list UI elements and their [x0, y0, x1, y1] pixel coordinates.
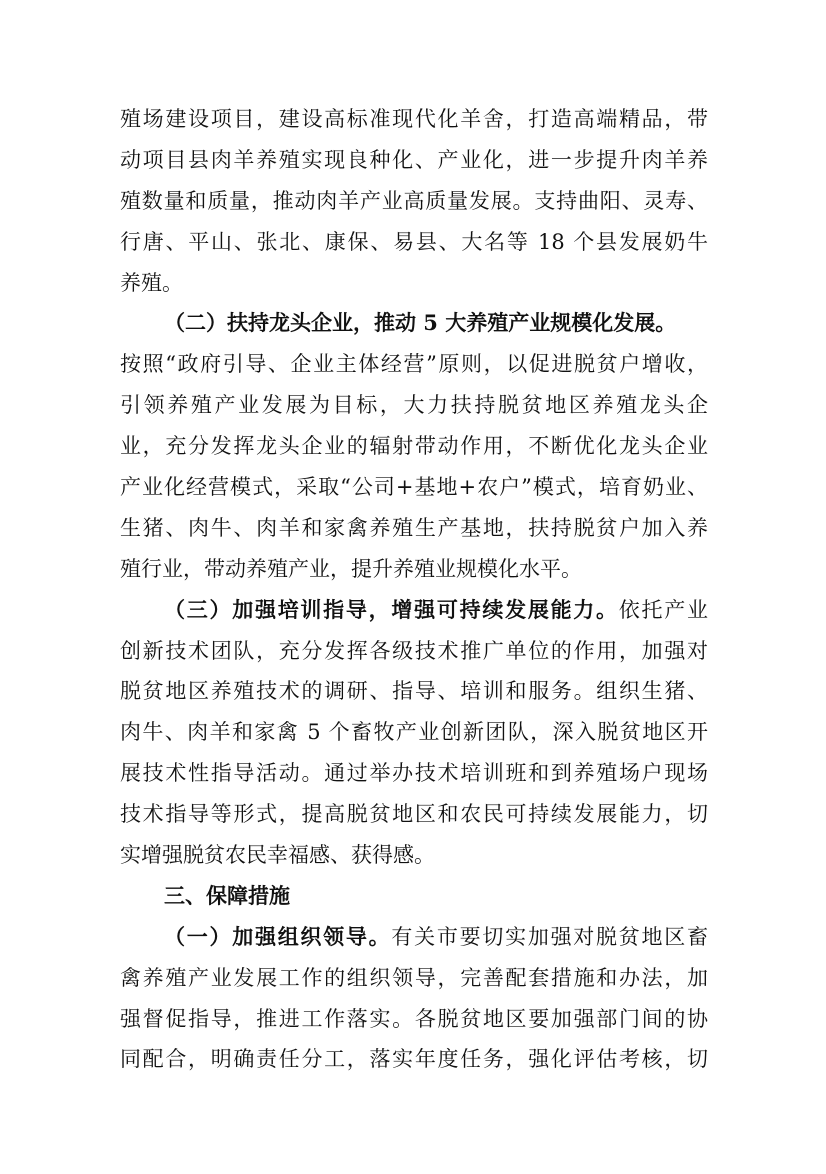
text-line: 同配合，明确责任分工，落实年度任务，强化评估考核，切	[120, 1047, 708, 1072]
text-line: 禽养殖产业发展工作的组织领导，完善配套措施和办法，加	[120, 965, 708, 990]
text-line: 实增强脱贫农民幸福感、获得感。	[120, 843, 435, 868]
section-lead: （二）扶持龙头企业，推动 5 大养殖产业规模化发展。	[164, 310, 677, 336]
text-line: 殖数量和质量，推动肉羊产业高质量发展。支持曲阳、灵寿、	[120, 188, 708, 213]
text-line: 行唐、平山、张北、康保、易县、大名等 18 个县发展奶牛	[120, 229, 708, 254]
text-line: 展技术性指导活动。通过举办技术培训班和到养殖场户现场	[120, 761, 708, 786]
text-line: 生猪、肉牛、肉羊和家禽养殖生产基地，扶持脱贫户加入养	[120, 515, 708, 540]
text-span: 依托产业	[618, 597, 708, 622]
paragraph-lead-line	[120, 590, 708, 631]
text-line: 养殖。	[120, 270, 183, 295]
text-line: 业，充分发挥龙头企业的辐射带动作用，不断优化龙头企业	[120, 434, 708, 459]
section-lead: （三）加强培训指导，增强可持续发展能力。	[164, 596, 619, 622]
document-body	[120, 99, 708, 1080]
text-line: 动项目县肉羊养殖实现良种化、产业化，进一步提升肉羊养	[120, 147, 708, 172]
text-line: 脱贫地区养殖技术的调研、指导、培训和服务。组织生猪、	[120, 679, 708, 704]
paragraph-lead-line	[120, 917, 708, 958]
text-line: 创新技术团队，充分发挥各级技术推广单位的作用，加强对	[120, 638, 708, 663]
text-span: 有关市要切实加强对脱贫地区畜	[391, 924, 708, 949]
text-line: 技术指导等形式，提高脱贫地区和农民可持续发展能力，切	[120, 802, 708, 827]
text-line: 殖场建设项目，建设高标准现代化羊舍，打造高端精品，带	[120, 107, 708, 131]
text-line: 产业化经营模式，采取“公司+基地+农户”模式，培育奶业、	[120, 475, 708, 500]
section-heading: 三、保障措施	[164, 883, 290, 908]
text-line: 引领养殖产业发展为目标，大力扶持脱贫地区养殖龙头企	[120, 393, 708, 418]
section-lead: （一）加强组织领导。	[164, 923, 392, 949]
text-line: 按照“政府引导、企业主体经营”原则，以促进脱贫户增收，	[120, 352, 708, 377]
paragraph-lead-line	[120, 303, 708, 344]
text-line: 殖行业，带动养殖产业，提升养殖业规模化水平。	[120, 556, 582, 581]
text-line: 强督促指导，推进工作落实。各脱贫地区要加强部门间的协	[120, 1006, 708, 1031]
text-line: 肉牛、肉羊和家禽 5 个畜牧产业创新团队，深入脱贫地区开	[120, 720, 708, 745]
